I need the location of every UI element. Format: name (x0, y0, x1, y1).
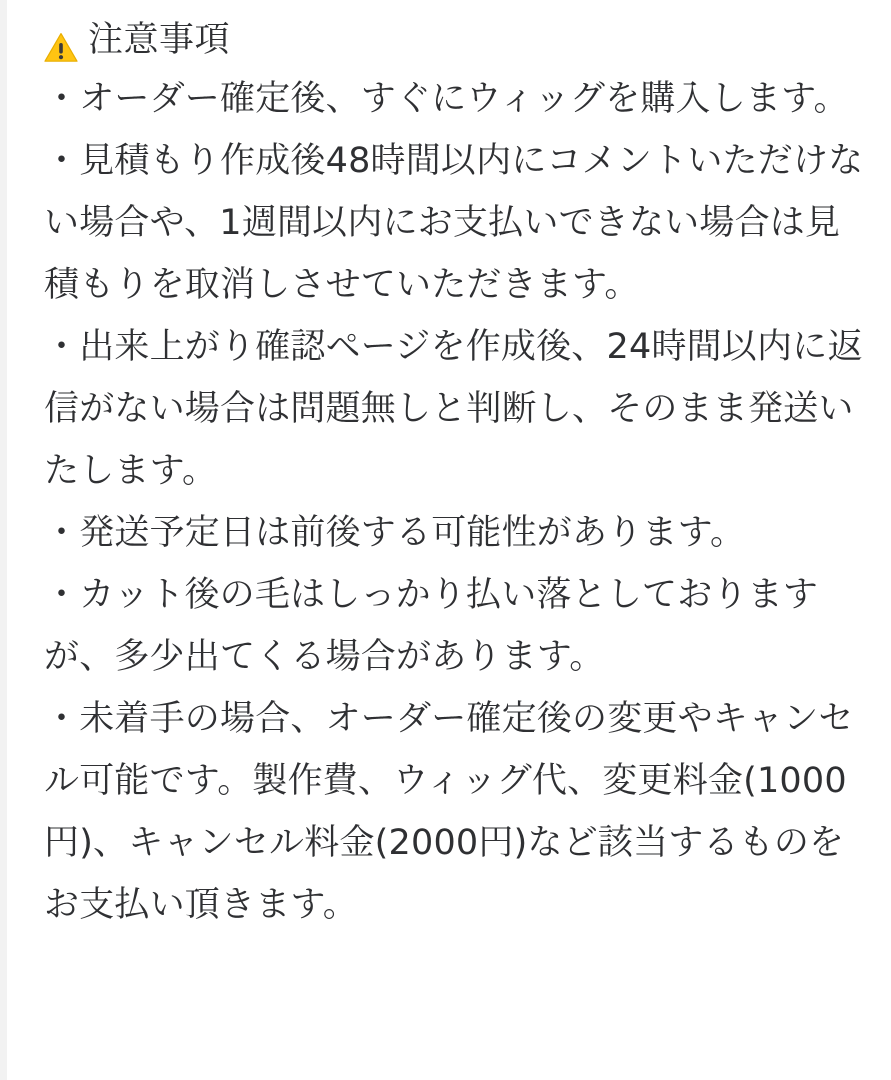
warning-triangle-icon (44, 26, 78, 57)
page-title-text: 注意事項 (88, 20, 231, 60)
list-item: ・カット後の毛はしっかり払い落としておりますが、多少出てくる場合があります。 (44, 575, 819, 677)
page-title (44, 14, 873, 66)
left-margin-rule (0, 0, 7, 1080)
list-item: ・発送予定日は前後する可能性があります。 (44, 513, 746, 553)
list-item: ・オーダー確定後、すぐにウィッグを購入します。 (44, 79, 849, 119)
list-item: ・未着手の場合、オーダー確定後の変更やキャンセル可能です。製作費、ウィッグ代、変更料金(1000円)、キャンセル料金(2000円)など該当するものをお支払い頂きます。 (44, 699, 854, 925)
list-item: ・見積もり作成後48時間以内にコメントいただけない場合や、1週間以内にお支払いできない場合は見積もりを取消しさせていただきます。 (44, 141, 864, 305)
list-item: ・出来上がり確認ページを作成後、24時間以内に返信がない場合は問題無しと判断し、そのまま発送いたします。 (44, 327, 863, 491)
notice-list (44, 68, 873, 936)
